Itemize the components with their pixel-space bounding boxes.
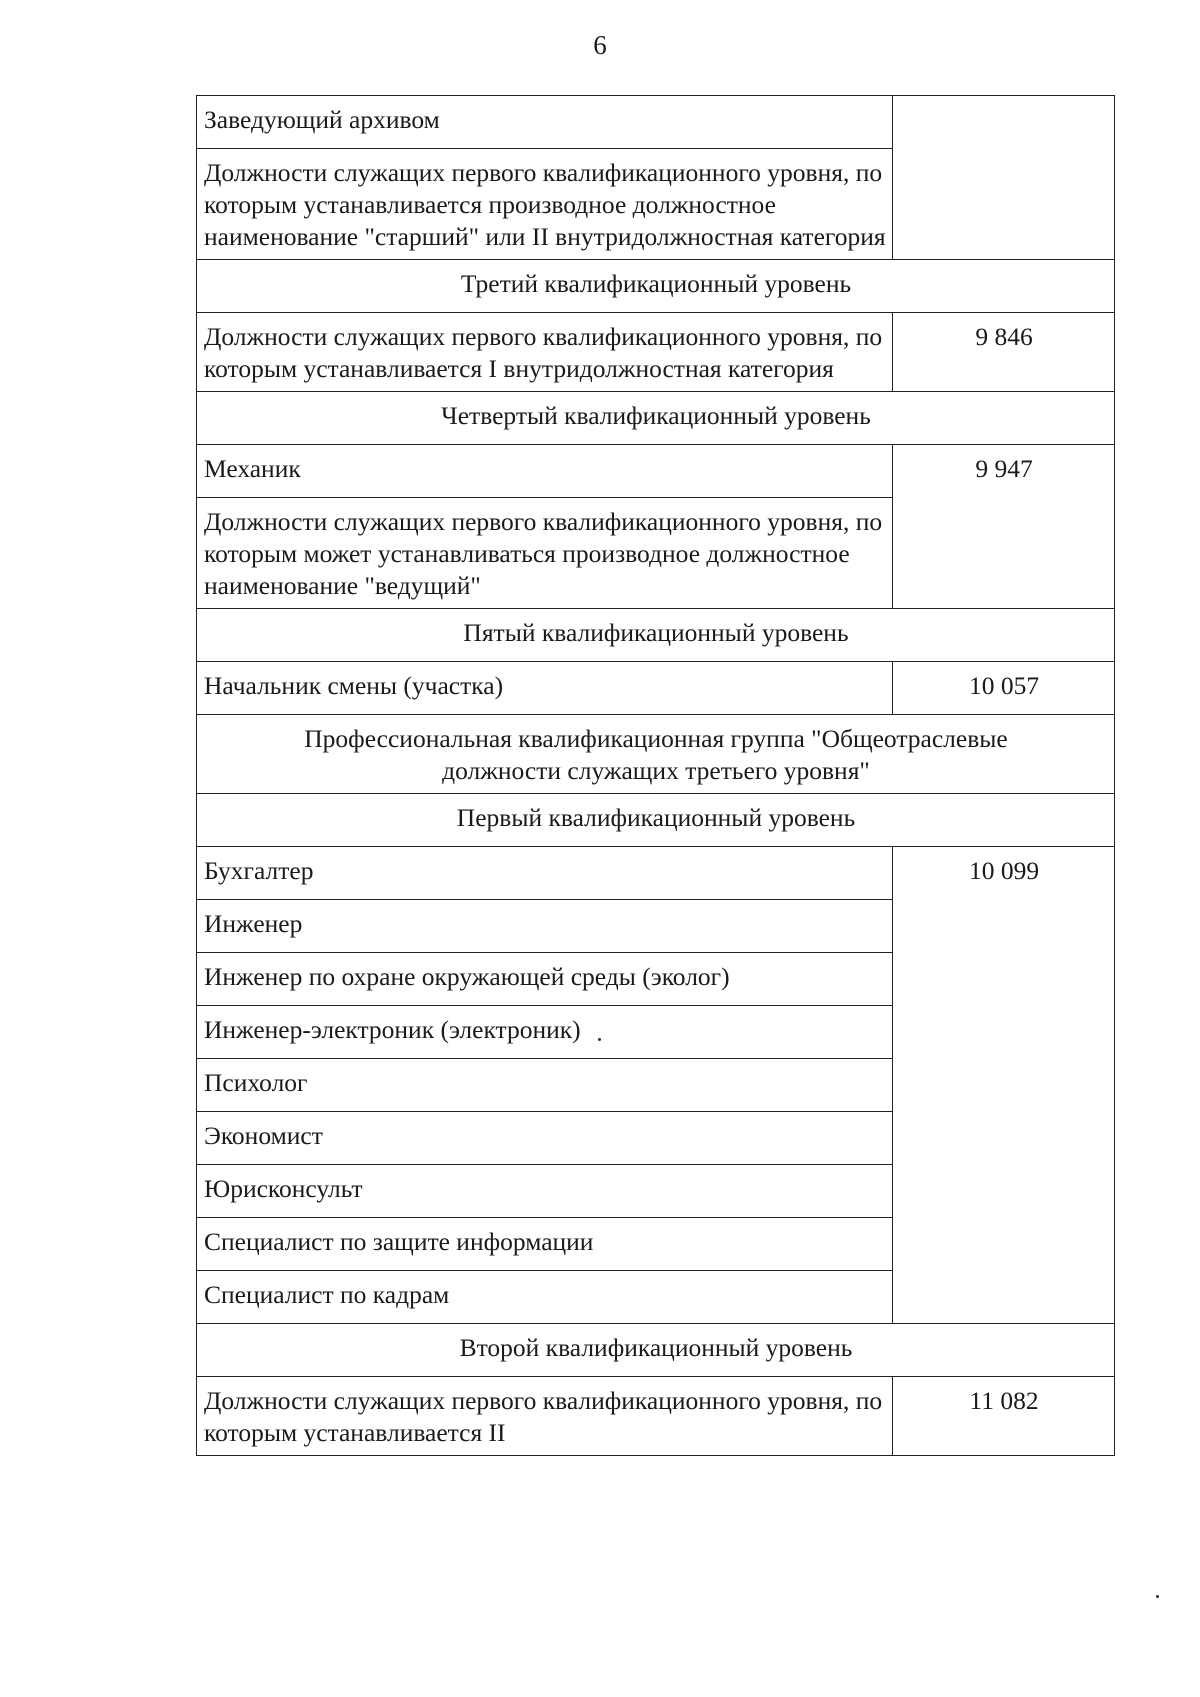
position-name: Заведующий архивом: [197, 96, 893, 149]
position-name: Инженер: [197, 900, 893, 953]
level-heading: Первый квалификационный уровень: [197, 794, 1115, 847]
level-heading: Пятый квалификационный уровень: [197, 609, 1115, 662]
page-number: 6: [593, 30, 607, 60]
table-row: [197, 1377, 1115, 1456]
position-name: Должности служащих первого квалификационного уровня, по которым устанавливается II: [197, 1377, 893, 1456]
position-name: Психолог: [197, 1059, 893, 1112]
level-heading-row: [197, 260, 1115, 313]
position-name: Специалист по защите информации: [197, 1218, 893, 1271]
position-name: Инженер-электроник (электроник): [197, 1006, 893, 1059]
level-heading: Четвертый квалификационный уровень: [197, 392, 1115, 445]
table-row: [197, 313, 1115, 392]
scan-speck: [1156, 1595, 1159, 1598]
position-name: Юрисконсульт: [197, 1165, 893, 1218]
group-heading: [197, 715, 1115, 794]
salary-table: [196, 95, 1115, 1456]
table-row: [197, 96, 1115, 149]
salary-value: 11 082: [893, 1377, 1115, 1456]
position-name: Должности служащих первого квалификационного уровня, по которым может устанавливаться производное должностное наименование "ведущий": [197, 498, 893, 609]
position-name: Начальник смены (участка): [197, 662, 893, 715]
group-heading-row: [197, 715, 1115, 794]
position-name: Специалист по кадрам: [197, 1271, 893, 1324]
position-name: Механик: [197, 445, 893, 498]
scan-speck: [598, 1038, 601, 1041]
position-name: Должности служащих первого квалификационного уровня, по которым устанавливается I внутридолжностная категория: [197, 313, 893, 392]
position-name: Инженер по охране окружающей среды (эколог): [197, 953, 893, 1006]
table-row: [197, 847, 1115, 900]
salary-value: 9 846: [893, 313, 1115, 392]
salary-value: 10 057: [893, 662, 1115, 715]
position-name: Должности служащих первого квалификационного уровня, по которым устанавливается производное должностное наименование "старший" или II внутридолжностная категория: [197, 149, 893, 260]
salary-value: 10 099: [893, 847, 1115, 1324]
level-heading-row: [197, 794, 1115, 847]
table-row: [197, 445, 1115, 498]
level-heading: Второй квалификационный уровень: [197, 1324, 1115, 1377]
table-row: [197, 662, 1115, 715]
position-name: Экономист: [197, 1112, 893, 1165]
level-heading-row: [197, 609, 1115, 662]
salary-value: 9 947: [893, 445, 1115, 609]
level-heading-row: [197, 392, 1115, 445]
salary-value-empty: [893, 96, 1115, 260]
level-heading-row: [197, 1324, 1115, 1377]
position-name: Бухгалтер: [197, 847, 893, 900]
group-heading-line: должности служащих третьего уровня": [442, 756, 870, 785]
level-heading: Третий квалификационный уровень: [197, 260, 1115, 313]
group-heading-line: Профессиональная квалификационная группа "Общеотраслевые: [304, 724, 1008, 753]
